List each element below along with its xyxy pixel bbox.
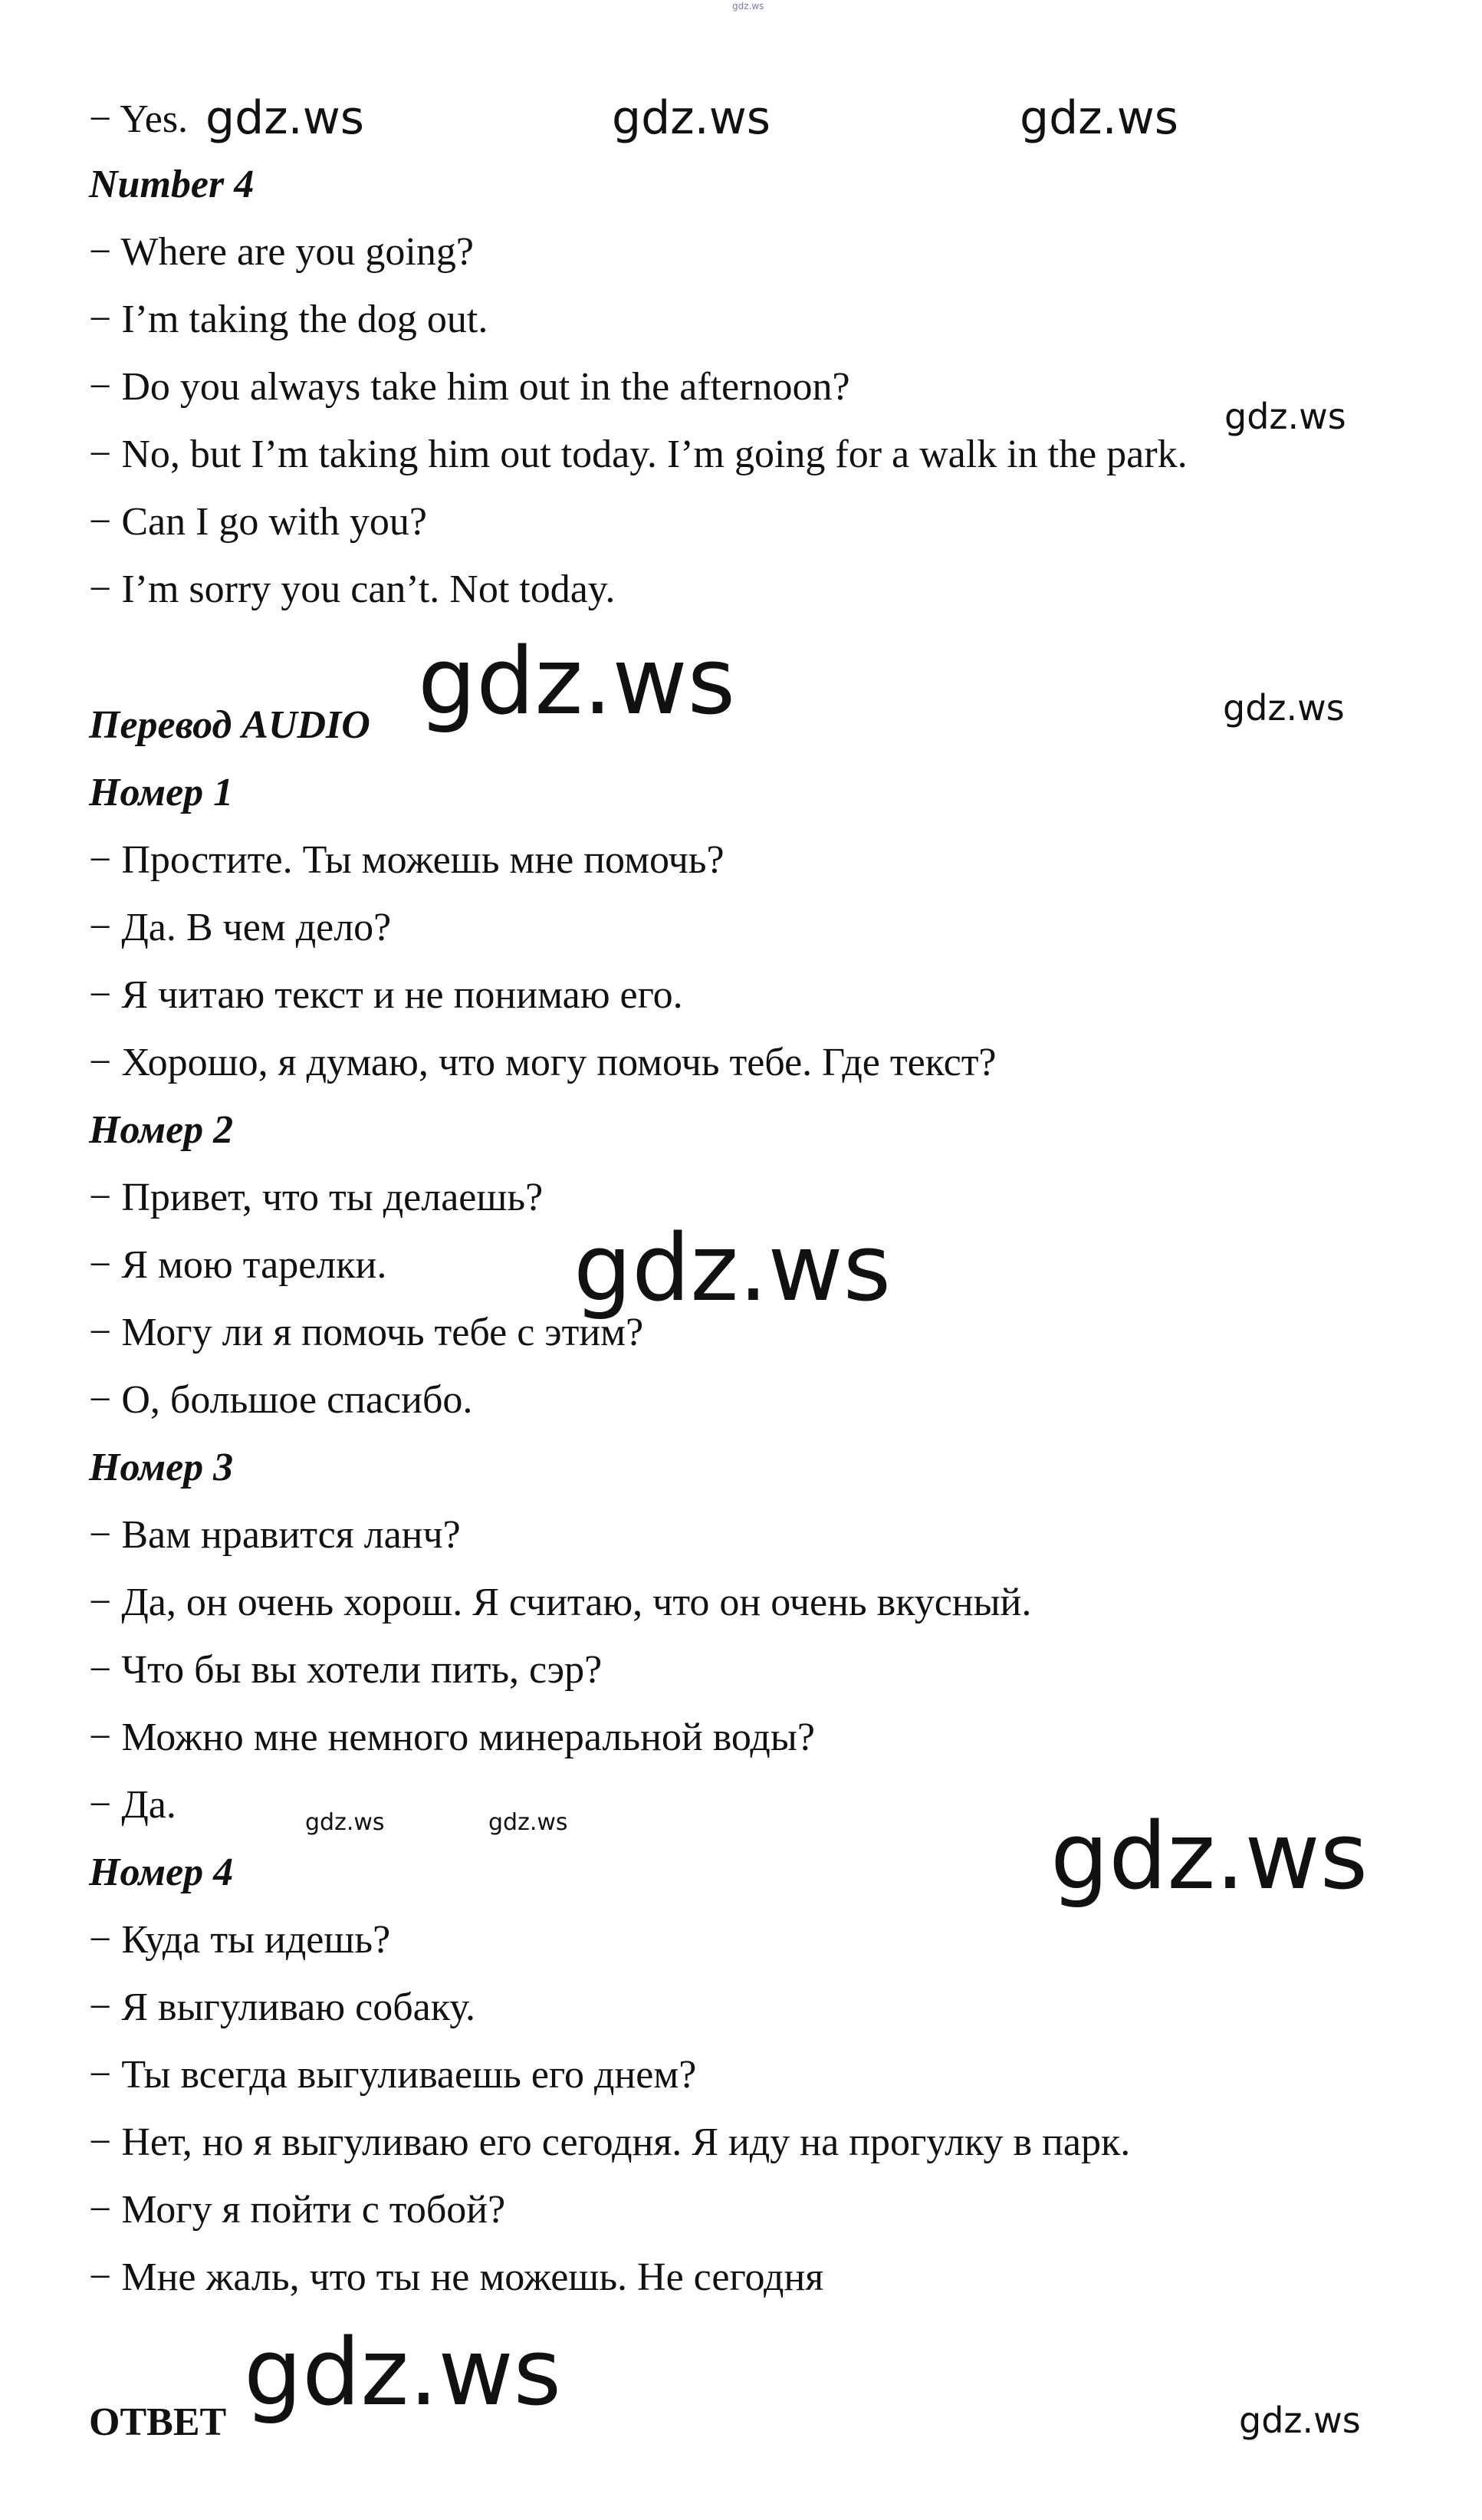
section-heading-nomer-2: Номер 2	[89, 1108, 234, 1152]
dialogue-line: − Я читаю текст и не понимаю его.	[89, 973, 683, 1017]
section-heading-number-4: Number 4	[89, 163, 255, 206]
watermark-logo: gdz.ws	[488, 1809, 568, 1836]
watermark-logo: gdz.ws	[612, 91, 771, 145]
dialogue-line: − I’m sorry you can’t. Not today.	[89, 567, 616, 611]
watermark-logo: gdz.ws	[1239, 2400, 1361, 2441]
dialogue-line: − Вам нравится ланч?	[89, 1513, 461, 1557]
dialogue-line: − Что бы вы хотели пить, сэр?	[89, 1648, 603, 1692]
watermark-logo: gdz.ws	[1224, 396, 1346, 437]
watermark-logo: gdz.ws	[418, 629, 736, 735]
section-heading-nomer-3: Номер 3	[89, 1446, 234, 1489]
watermark-logo: gdz.ws	[1020, 91, 1179, 145]
dialogue-line: − Where are you going?	[89, 230, 474, 274]
watermark-logo: gdz.ws	[305, 1809, 385, 1836]
dialogue-line: − Хорошо, я думаю, что могу помочь тебе. Где текст?	[89, 1041, 997, 1084]
dialogue-line: − Простите. Ты можешь мне помочь?	[89, 838, 725, 882]
dialogue-line: − Yes.	[89, 97, 189, 141]
dialogue-line: − Могу ли я помочь тебе с этим?	[89, 1311, 644, 1354]
dialogue-line: − Куда ты идешь?	[89, 1918, 391, 1962]
dialogue-line: − Я мою тарелки.	[89, 1243, 387, 1287]
watermark-logo: gdz.ws	[205, 91, 365, 145]
dialogue-line: − Привет, что ты делаешь?	[89, 1176, 544, 1219]
answer-label: ОТВЕТ	[89, 2400, 227, 2444]
dialogue-line: − Да.	[89, 1783, 176, 1827]
dialogue-line: − Да. В чем дело?	[89, 906, 392, 949]
watermark-logo: gdz.ws	[1050, 1804, 1369, 1910]
dialogue-line: − I’m taking the dog out.	[89, 298, 488, 341]
watermark-logo: gdz.ws	[1223, 687, 1345, 729]
dialogue-line: − No, but I’m taking him out today. I’m going for a walk in the park.	[89, 433, 1188, 476]
dialogue-line: − Нет, но я выгуливаю его сегодня. Я иду на прогулку в парк.	[89, 2120, 1131, 2164]
dialogue-line: − Можно мне немного минеральной воды?	[89, 1716, 815, 1759]
section-heading-nomer-4: Номер 4	[89, 1851, 234, 1894]
dialogue-line: − Can I go with you?	[89, 500, 427, 544]
dialogue-line: − Я выгуливаю собаку.	[89, 1985, 476, 2029]
dialogue-line: − Мне жаль, что ты не можешь. Не сегодня	[89, 2255, 824, 2299]
dialogue-line: − Do you always take him out in the afternoon?	[89, 365, 850, 409]
translation-title: Перевод AUDIO	[89, 703, 370, 747]
watermark-logo: gdz.ws	[244, 2320, 562, 2426]
dialogue-line: − Могу я пойти с тобой?	[89, 2188, 506, 2232]
watermark-logo: gdz.ws	[573, 1216, 892, 1322]
dialogue-line: − Да, он очень хорош. Я считаю, что он очень вкусный.	[89, 1581, 1032, 1624]
section-heading-nomer-1: Номер 1	[89, 771, 234, 814]
dialogue-line: − Ты всегда выгуливаешь его днем?	[89, 2053, 697, 2097]
watermark-logo: gdz.ws	[732, 1, 764, 12]
dialogue-line: − О, большое спасибо.	[89, 1378, 473, 1422]
